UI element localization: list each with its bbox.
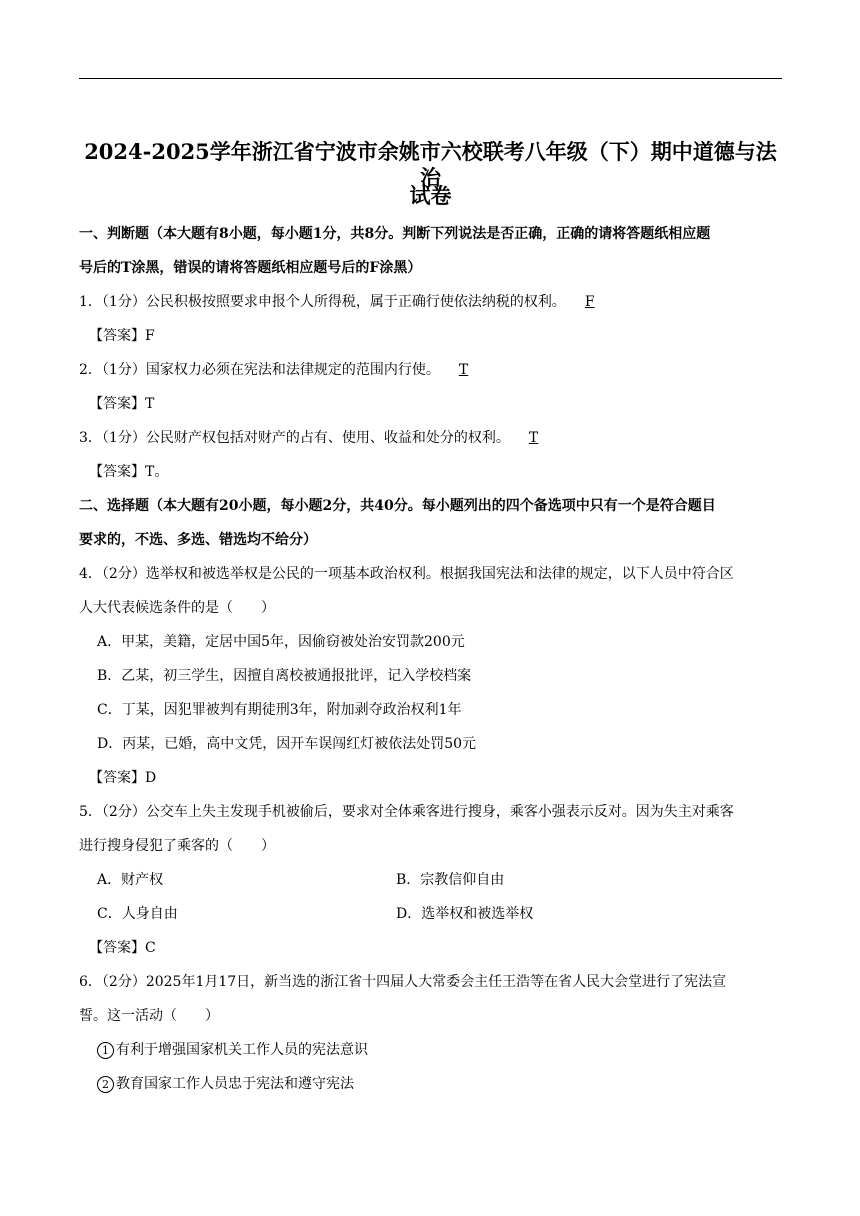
question-5-option-b: B．宗教信仰自由 <box>396 872 505 888</box>
question-4-option-d: D．丙某，已婚，高中文凭，因开车误闯红灯被依法处罚50元 <box>97 736 477 752</box>
answer-2: 【答案】T <box>89 396 155 412</box>
question-5-stem: 5．（2分）公交车上失主发现手机被偷后，要求对全体乘客进行搜身，乘客小强表示反对。因为失主对乘客 <box>79 804 734 820</box>
page-title: 2024-2025学年浙江省宁波市余姚市六校联考八年级（下）期中道德与法治 <box>84 139 777 190</box>
question-4-option-a: A．甲某，美籍，定居中国5年，因偷窃被处治安罚款200元 <box>97 634 465 650</box>
question-4-stem-continued: 人大代表候选条件的是（ ） <box>79 600 275 616</box>
question-4-stem: 4．（2分）选举权和被选举权是公民的一项基本政治权利。根据我国宪法和法律的规定，以下人员中符合区 <box>79 566 734 582</box>
question-stem: 2．（1分）国家权力必须在宪法和法律规定的范围内行使。 <box>79 362 440 378</box>
question-2 <box>79 360 789 380</box>
question-6-stem: 6．（2分）2025年1月17日，新当选的浙江省十四届人大常委会主任王浩等在省人民大会堂进行了宪法宣 <box>79 974 727 990</box>
section-heading-choice-continued: 要求的，不选、多选、错选均不给分） <box>79 532 317 548</box>
question-5-stem-continued: 进行搜身侵犯了乘客的（ ） <box>79 838 275 854</box>
circled-number-1: 1 <box>97 1042 114 1059</box>
answer-5: 【答案】C <box>89 940 156 956</box>
question-5-option-d: D．选举权和被选举权 <box>396 906 534 922</box>
question-6-item-1 <box>97 1040 807 1060</box>
question-1 <box>79 292 789 312</box>
section-heading-choice: 二、选择题（本大题有20小题，每小题2分，共40分。每小题列出的四个备选项中只有一个是符合题目 <box>79 498 716 514</box>
section-heading-judgment: 一、判断题（本大题有8小题，每小题1分，共8分。判断下列说法是否正确，正确的请将答题纸相应题 <box>79 226 711 242</box>
answer-4: 【答案】D <box>89 770 157 786</box>
question-stem: 3．（1分）公民财产权包括对财产的占有、使用、收益和处分的权利。 <box>79 430 510 446</box>
question-6-stem-continued: 誓。这一活动（ ） <box>79 1008 219 1024</box>
answer-3: 【答案】T。 <box>89 464 169 480</box>
circled-number-2: 2 <box>97 1076 114 1093</box>
item-text: 教育国家工作人员忠于宪法和遵守宪法 <box>116 1076 354 1092</box>
header-rule <box>79 78 782 79</box>
question-5-option-c: C．人身自由 <box>97 906 178 922</box>
page-title-continued: 试卷 <box>409 183 452 208</box>
question-6-item-2 <box>97 1074 807 1094</box>
answer-blank: F <box>584 294 595 310</box>
answer-1: 【答案】F <box>89 328 155 344</box>
question-5-option-a: A．财产权 <box>97 872 164 888</box>
question-4-option-b: B．乙某，初三学生，因擅自离校被通报批评，记入学校档案 <box>97 668 472 684</box>
answer-blank: T <box>458 362 469 378</box>
answer-blank: T <box>528 430 539 446</box>
question-3 <box>79 428 789 448</box>
item-text: 有利于增强国家机关工作人员的宪法意识 <box>116 1042 368 1058</box>
question-stem: 1．（1分）公民积极按照要求申报个人所得税，属于正确行使依法纳税的权利。 <box>79 294 566 310</box>
section-heading-judgment-continued: 号后的T涂黑，错误的请将答题纸相应题号后的F涂黑） <box>79 260 422 276</box>
question-4-option-c: C．丁某，因犯罪被判有期徒刑3年，附加剥夺政治权利1年 <box>97 702 462 718</box>
